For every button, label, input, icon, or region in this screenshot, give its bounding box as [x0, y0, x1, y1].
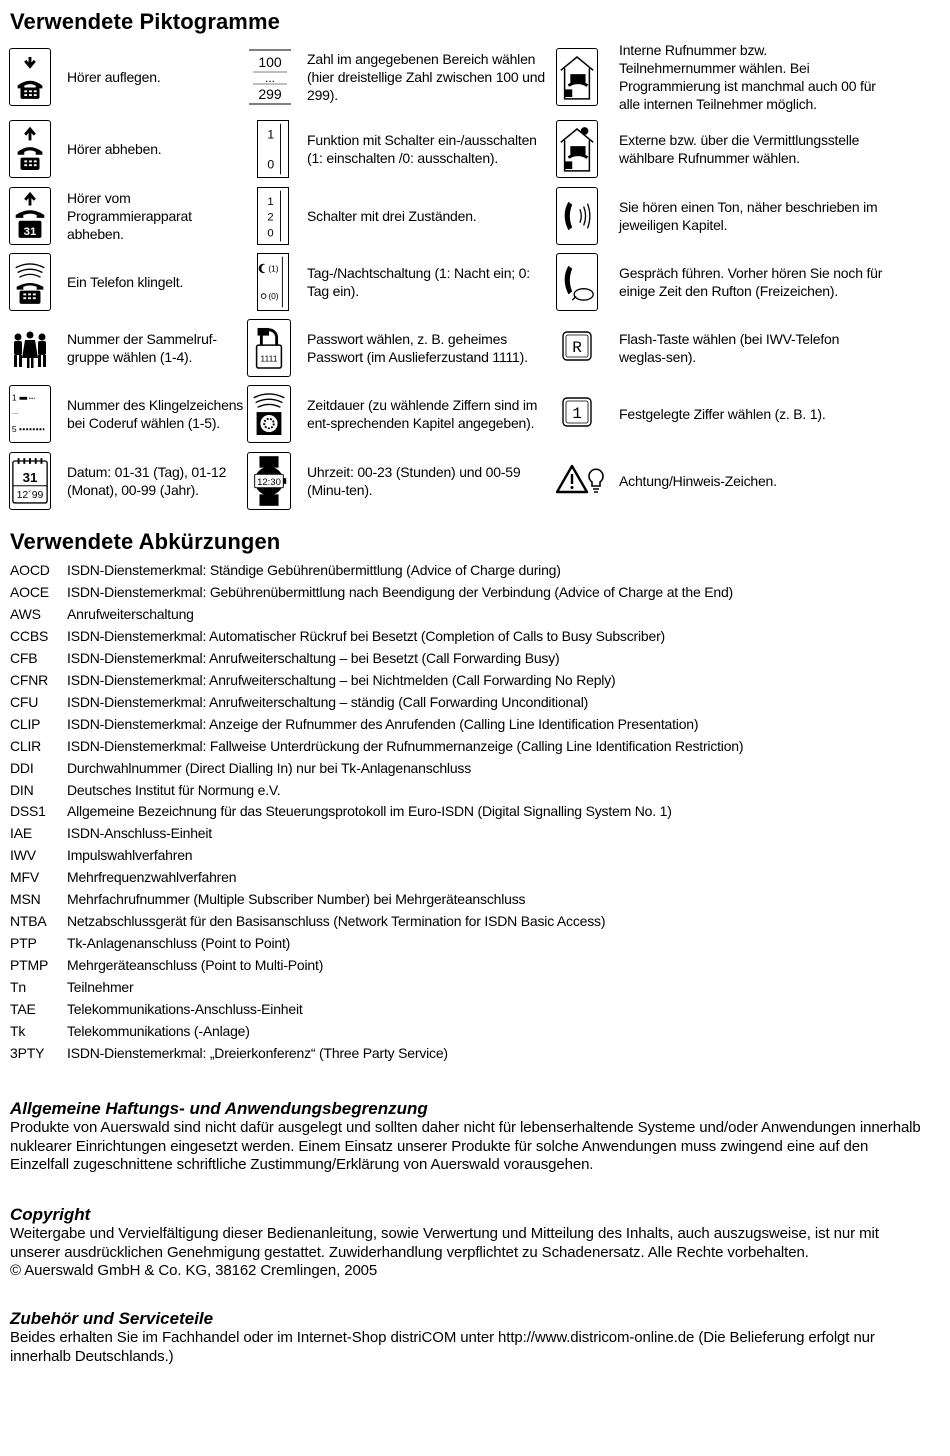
pictogram-description: Schalter mit drei Zuständen. — [307, 208, 477, 224]
pictogram-description: Festgelegte Ziffer wählen (z. B. 1). — [619, 406, 826, 422]
abbreviation-description: Mehrfachrufnummer (Multiple Subscriber Number) bei Mehrgeräteanschluss — [67, 891, 526, 908]
abbreviation-key: CLIR — [10, 737, 42, 754]
abbreviation-key: MSN — [10, 891, 41, 908]
pictogram-row — [9, 187, 939, 247]
abbreviation-description: Teilnehmer — [67, 979, 134, 996]
abbreviation-key: PTP — [10, 935, 37, 952]
pictogram-description: Interne Rufnummer bzw. Teilnehmernummer wählen. Bei Programmierung ist manchmal auch 00 für alle internen Teilnehmer möglich. — [619, 42, 876, 112]
calendar-icon — [9, 452, 51, 510]
abbreviation-description: ISDN-Dienstemerkmal: Fallweise Unterdrückung der Rufnummernanzeige (Calling Line Identification Restriction) — [67, 737, 744, 754]
pictogram-description: Hörer vom Programmierapparat abheben. — [67, 190, 192, 242]
pictogram-description: Datum: 01-31 (Tag), 01-12 (Monat), 00-99 (Jahr). — [67, 464, 227, 498]
pictogram-description: Tag-/Nachtschaltung (1: Nacht ein; 0: Tag ein). — [307, 265, 530, 299]
abbreviation-description: ISDN-Anschluss-Einheit — [67, 825, 212, 842]
abbreviation-key: CFB — [10, 649, 38, 666]
abbreviation-description: Deutsches Institut für Normung e.V. — [67, 781, 281, 798]
day-night-switch-icon — [257, 253, 289, 311]
pictogram-description: Funktion mit Schalter ein-/ausschalten (1: einschalten /0: ausschalten). — [307, 132, 537, 166]
pictogram-description: Zahl im angegebenen Bereich wählen (hier dreistellige Zahl zwischen 100 und 299). — [307, 51, 545, 103]
abbreviation-description: Netzabschlussgerät für den Basisanschluss (Network Termination for ISDN Basic Access) — [67, 913, 606, 930]
abbreviation-key: IAE — [10, 825, 32, 842]
warning-hint-icon — [556, 452, 608, 510]
abbreviation-key: CLIP — [10, 715, 41, 732]
abbreviation-description: ISDN-Dienstemerkmal: Anrufweiterschaltung – ständig (Call Forwarding Unconditional) — [67, 693, 589, 710]
liability-text: Produkte von Auerswald sind nicht dafür ausgelegt und sollten daher nicht für lebenserhaltende Systeme und/oder Anwendungen innerhalb nuklearer Einrichtungen eingesetzt werden. Einem Einsatz unserer Produkte für solche Anwendungen muss zwingend eine auf den Einzelfall zugeschnittene schriftliche Zustimmung/Erklärung von Auerswald vorausgehen. — [10, 1119, 921, 1173]
pictogram-description: Zeitdauer (zu wählende Ziffern sind im ent-sprechenden Kapitel angegeben). — [307, 397, 538, 431]
day-glyph: (0) — [268, 290, 279, 301]
external-number-icon — [556, 120, 598, 178]
pictogram-description: Hörer auflegen. — [67, 69, 161, 85]
abbreviation-description: Impulswahlverfahren — [67, 847, 193, 864]
abbreviation-description: ISDN-Dienstemerkmal: Anzeige der Rufnummer des Anrufenden (Calling Line Identification Presentation) — [67, 715, 699, 732]
digit-key-glyph: 1 — [572, 405, 582, 423]
range-mid-glyph: ... — [264, 71, 276, 85]
calendar-date-glyph: 12´99 — [16, 490, 44, 502]
abbreviation-description: Telekommunikations (-Anlage) — [67, 1022, 250, 1039]
pictogram-row — [9, 385, 939, 445]
conversation-icon — [556, 253, 598, 311]
pictogram-description: Sie hören einen Ton, näher beschrieben im jeweiligen Kapitel. — [619, 199, 878, 233]
abbreviation-description: Durchwahlnummer (Direct Dialling In) nur bei Tk-Anlagenanschluss — [67, 759, 472, 776]
digit-key-icon — [556, 385, 598, 443]
range-top-glyph: 100 — [258, 54, 282, 70]
clock-icon — [247, 452, 291, 510]
pictogram-description: Uhrzeit: 00-23 (Stunden) und 00-59 (Minu-ten). — [307, 464, 521, 498]
password-icon — [247, 319, 291, 377]
tone-icon — [556, 187, 598, 245]
abbreviation-key: DDI — [10, 759, 34, 776]
abbreviation-key: CFU — [10, 693, 39, 710]
abbreviation-description: Allgemeine Bezeichnung für das Steuerungsprotokoll im Euro-ISDN (Digital Signalling System No. 1) — [67, 803, 672, 820]
abbreviation-key: Tn — [10, 979, 26, 996]
phone-ringing-icon — [9, 253, 51, 311]
abbreviation-key: NTBA — [10, 913, 47, 930]
switch-state-bottom-glyph: 0 — [267, 227, 274, 240]
pick-up-icon — [9, 120, 51, 178]
number-range-icon — [247, 48, 293, 106]
liability-title: Allgemeine Haftungs- und Anwendungsbegrenzung — [10, 1099, 428, 1118]
abbreviation-key: AOCD — [10, 562, 50, 578]
accessories-title: Zubehör und Serviceteile — [10, 1309, 214, 1328]
abbreviation-key: PTMP — [10, 957, 49, 974]
abbreviation-key: MFV — [10, 869, 39, 886]
programming-phone-glyph: 31 — [23, 226, 37, 239]
abbreviation-description: ISDN-Dienstemerkmal: Ständige Gebührenübermittlung (Advice of Charge during) — [67, 562, 561, 578]
switch-two-state-icon — [257, 120, 289, 178]
pictogram-description: Gespräch führen. Vorher hören Sie noch für einige Zeit den Rufton (Freizeichen). — [619, 265, 883, 299]
copyright-text: Weitergabe und Vervielfältigung dieser Bedienanleitung, sowie Verwertung und Mitteilung des Inhalts, auch auszugsweise, ist nur mit unserer ausdrücklichen Genehmigung gestattet. Zuwiderhandlung verpflichtet zu Schadenersatz. Alle Rechte vorbehalten. — [10, 1225, 879, 1261]
switch-off-glyph: 0 — [267, 157, 275, 172]
ring-code-mid-glyph: ... — [11, 407, 19, 416]
duration-icon — [247, 385, 291, 443]
pictogram-description: Flash-Taste wählen (bei IWV-Telefon weglas-sen). — [619, 331, 840, 365]
abbreviation-description: ISDN-Dienstemerkmal: Gebührenübermittlung nach Beendigung der Verbindung (Advice of Charge at the End) — [67, 583, 733, 600]
abbreviation-description: ISDN-Dienstemerkmal: Anrufweiterschaltung – bei Besetzt (Call Forwarding Busy) — [67, 649, 560, 666]
pictogram-row — [9, 253, 939, 313]
abbreviation-key: DSS1 — [10, 803, 46, 820]
ring-code-icon — [9, 385, 51, 443]
ring-code-last-glyph: 5 — [11, 424, 17, 435]
pictogram-description: Nummer der Sammelruf-gruppe wählen (1-4). — [67, 331, 217, 365]
pictogram-row — [9, 42, 939, 112]
copyright-notice: © Auerswald GmbH & Co. KG, 38162 Cremlingen, 2005 — [10, 1262, 378, 1279]
abbreviations-title: Verwendete Abkürzungen — [10, 529, 281, 554]
pick-up-programming-phone-icon — [9, 187, 51, 245]
accessories-section — [10, 1309, 930, 1366]
abbreviation-key: TAE — [10, 1001, 36, 1017]
ring-code-first-glyph: 1 — [11, 392, 17, 403]
pictogram-description: Ein Telefon klingelt. — [67, 274, 184, 290]
pictogram-row — [9, 319, 939, 379]
flash-key-icon — [556, 319, 598, 377]
switch-three-state-icon — [257, 187, 289, 245]
internal-number-icon — [556, 48, 598, 106]
calendar-day-glyph: 31 — [22, 469, 38, 485]
pictogram-row — [9, 452, 939, 512]
pictogram-row — [9, 120, 939, 180]
pictogram-description: Externe bzw. über die Vermittlungsstelle wählbare Rufnummer wählen. — [619, 132, 860, 166]
range-bottom-glyph: 299 — [258, 86, 282, 102]
abbreviation-key: Tk — [10, 1022, 26, 1039]
liability-section — [10, 1099, 930, 1175]
abbreviation-key: AWS — [10, 605, 41, 622]
flash-key-glyph: R — [572, 339, 582, 357]
copyright-title: Copyright — [10, 1205, 91, 1224]
abbreviation-key: 3PTY — [10, 1044, 45, 1061]
switch-state-mid-glyph: 2 — [267, 211, 274, 224]
abbreviation-key: CCBS — [10, 627, 49, 644]
abbreviation-description: Mehrfrequenzwahlverfahren — [67, 869, 237, 886]
accessories-text: Beides erhalten Sie im Fachhandel oder im Internet-Shop distriCOM unter http://www.districom-online.de (Die Belieferung erfolgt nur innerhalb Deutschlands.) — [10, 1329, 875, 1365]
pictograms-title: Verwendete Piktogramme — [10, 9, 280, 34]
abbreviation-description: Anrufweiterschaltung — [67, 605, 194, 622]
abbreviation-description: Tk-Anlagenanschluss (Point to Point) — [67, 935, 291, 952]
abbreviation-key: AOCE — [10, 583, 49, 600]
password-glyph: 1111 — [260, 353, 278, 364]
abbreviation-key: DIN — [10, 781, 34, 798]
switch-state-top-glyph: 1 — [267, 195, 274, 208]
hang-up-icon — [9, 48, 51, 106]
pictogram-description: Nummer des Klingelzeichens bei Coderuf wählen (1-5). — [67, 397, 244, 431]
abbreviation-key: IWV — [10, 847, 36, 864]
abbreviation-description: ISDN-Dienstemerkmal: „Dreierkonferenz“ (Three Party Service) — [67, 1044, 448, 1061]
pictogram-description: Passwort wählen, z. B. geheimes Passwort (im Auslieferzustand 1111). — [307, 331, 528, 365]
clock-time-glyph: 12:30 — [257, 476, 281, 488]
pictogram-description: Hörer abheben. — [67, 141, 162, 157]
abbreviation-description: ISDN-Dienstemerkmal: Anrufweiterschaltung – bei Nichtmelden (Call Forwarding No Reply) — [67, 671, 616, 688]
abbreviation-key: CFNR — [10, 671, 49, 688]
night-glyph: (1) — [268, 263, 279, 274]
copyright-section — [10, 1205, 930, 1281]
group-call-icon — [9, 319, 51, 377]
abbreviation-description: Telekommunikations-Anschluss-Einheit — [67, 1001, 303, 1017]
abbreviation-description: Mehrgeräteanschluss (Point to Multi-Point) — [67, 957, 324, 974]
pictogram-description: Achtung/Hinweis-Zeichen. — [619, 473, 777, 489]
abbreviation-description: ISDN-Dienstemerkmal: Automatischer Rückruf bei Besetzt (Completion of Calls to Busy Subscriber) — [67, 627, 665, 644]
switch-on-glyph: 1 — [267, 127, 275, 142]
